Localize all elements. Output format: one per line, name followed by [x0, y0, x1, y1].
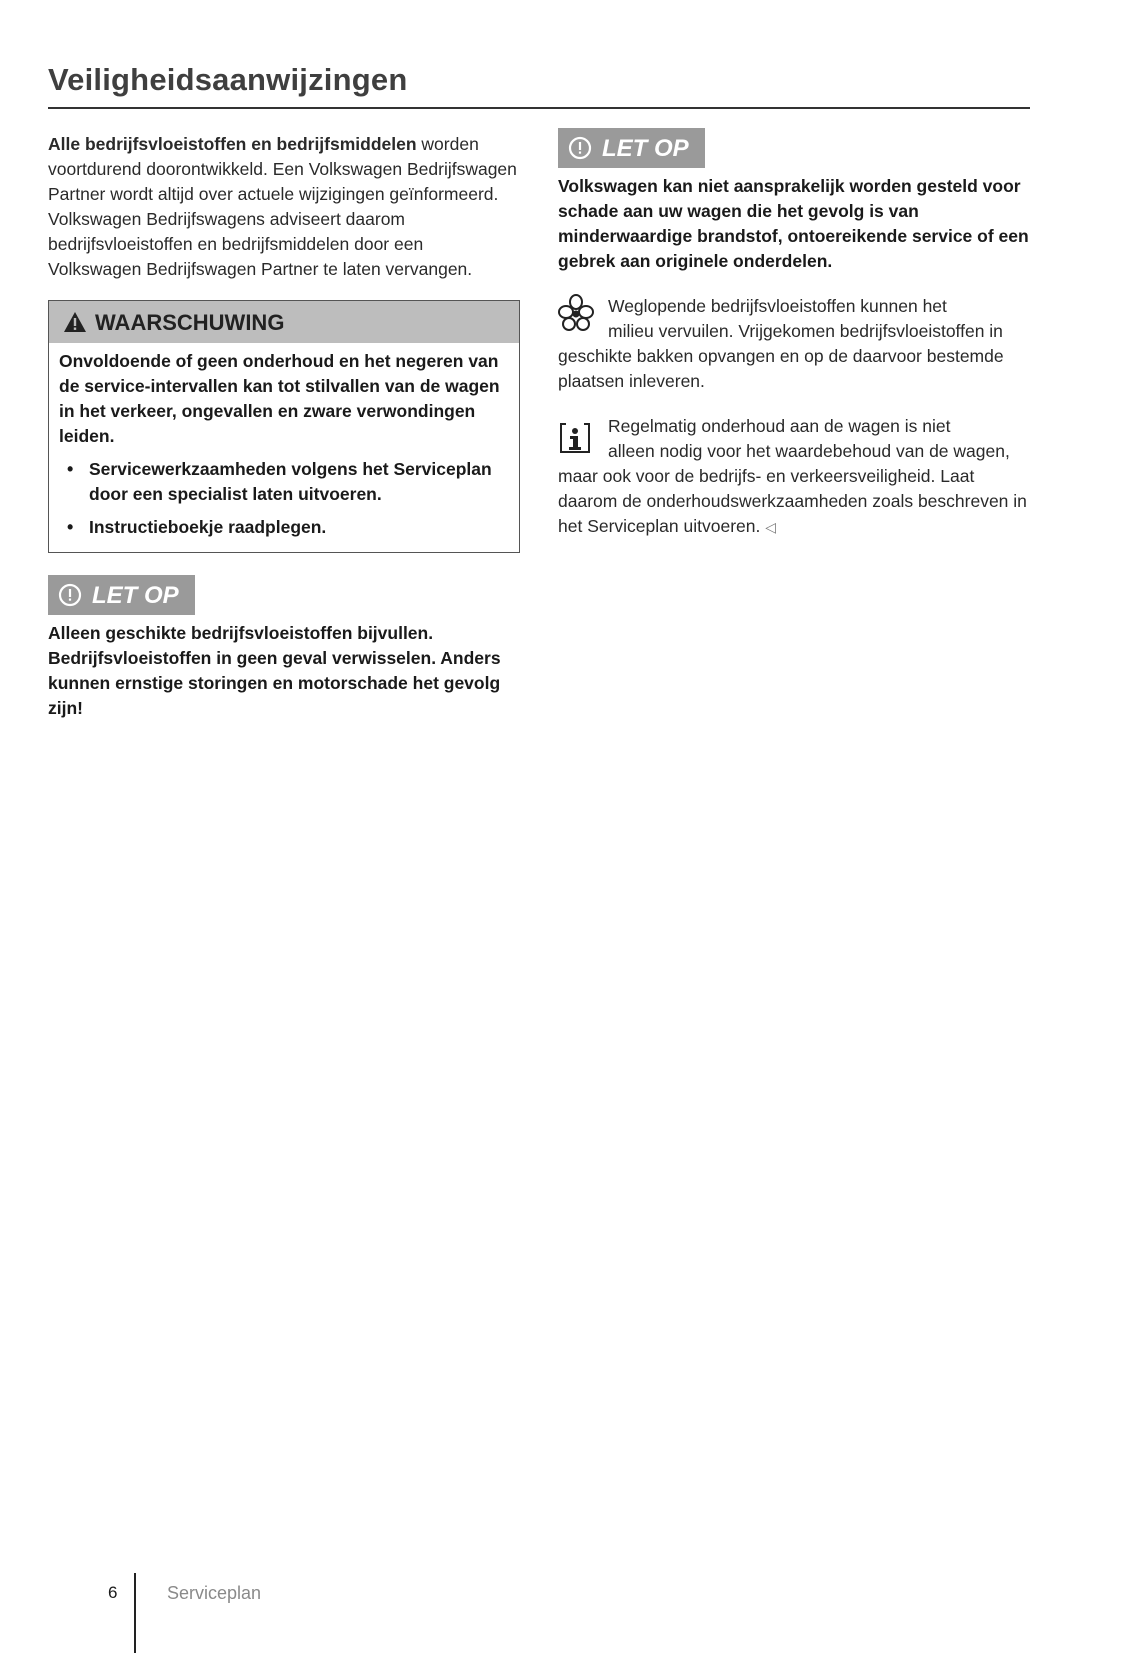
- warning-body: [49, 343, 519, 552]
- info-line-2: alleen nodig voor het waardebehoud van de wagen, maar ook voor de bedrijfs- en verkeersveiligheid. Laat daarom de onderhoudswerkzaamheden zoals beschreven in het Serviceplan uitvoeren.: [558, 441, 1027, 536]
- note-header: [558, 128, 705, 168]
- intro-heading: Alle bedrijfsvloeistoffen en bedrijfsmiddelen: [48, 134, 417, 154]
- note-block-left: [48, 575, 520, 721]
- note-label: LET OP: [602, 134, 689, 162]
- warning-triangle-icon: [63, 311, 87, 333]
- warning-header: [49, 301, 519, 343]
- environment-line-1: Weglopende bedrijfsvloeistoffen kunnen het: [608, 296, 947, 316]
- info-icon: [558, 420, 592, 456]
- footer-section-title: Serviceplan: [167, 1583, 262, 1603]
- warning-label: WAARSCHUWING: [95, 309, 285, 335]
- right-column: [558, 128, 1030, 540]
- warning-box: [48, 300, 520, 553]
- warning-text: Onvoldoende of geen onderhoud en het negeren van de service-intervallen kan tot stilvallen van de wagen in het verkeer, ongevallen en zware verwondingen leiden.: [59, 351, 500, 446]
- note-label: LET OP: [92, 581, 179, 609]
- title-divider: [48, 107, 1030, 109]
- note-header: [48, 575, 195, 615]
- left-column: [48, 132, 520, 721]
- info-paragraph: [558, 414, 1030, 540]
- list-item: [59, 457, 509, 507]
- environment-paragraph: [558, 294, 1030, 394]
- footer-divider: [134, 1573, 136, 1653]
- note-text: Alleen geschikte bedrijfsvloeistoffen bijvullen. Bedrijfsvloeistoffen in geen geval verwisselen. Anders kunnen ernstige storingen en motorschade het gevolg zijn!: [48, 623, 501, 718]
- bullet-text: Instructieboekje raadplegen.: [89, 517, 327, 537]
- exclamation-circle-icon: [568, 136, 592, 160]
- note-text: Volkswagen kan niet aansprakelijk worden gesteld voor schade aan uw wagen die het gevolg is van minderwaardige brandstof, ontoereikende service of een gebrek aan originele onderdelen.: [558, 176, 1029, 271]
- exclamation-circle-icon: [58, 583, 82, 607]
- bullet-icon: •: [67, 459, 74, 479]
- page-number: 6: [108, 1583, 118, 1602]
- flower-environment-icon: [558, 294, 594, 332]
- page-title: Veiligheidsaanwijzingen: [48, 62, 408, 97]
- warning-bullet-list: [59, 457, 509, 540]
- info-line-1: Regelmatig onderhoud aan de wagen is niet: [608, 416, 951, 436]
- note-block-right: [558, 128, 1030, 274]
- environment-line-2: milieu vervuilen. Vrijgekomen bedrijfsvloeistoffen in geschikte bakken opvangen en op de daarvoor bestemde plaatsen inleveren.: [558, 321, 1004, 391]
- end-of-section-icon: ◁: [765, 519, 776, 535]
- bullet-icon: •: [67, 517, 74, 537]
- intro-text: worden voortdurend doorontwikkeld. Een Volkswagen Bedrijfswagen Partner wordt altijd over actuele wijzigingen geïnformeerd. Volkswagen Bedrijfswagens adviseert daarom bedrijfsvloeistoffen en bedrijfsmiddelen door een Volkswagen Bedrijfswagen Partner te laten vervangen.: [48, 134, 517, 279]
- intro-paragraph: [48, 132, 520, 282]
- bullet-text: Servicewerkzaamheden volgens het Serviceplan door een specialist laten uitvoeren.: [89, 459, 492, 504]
- list-item: [59, 515, 509, 540]
